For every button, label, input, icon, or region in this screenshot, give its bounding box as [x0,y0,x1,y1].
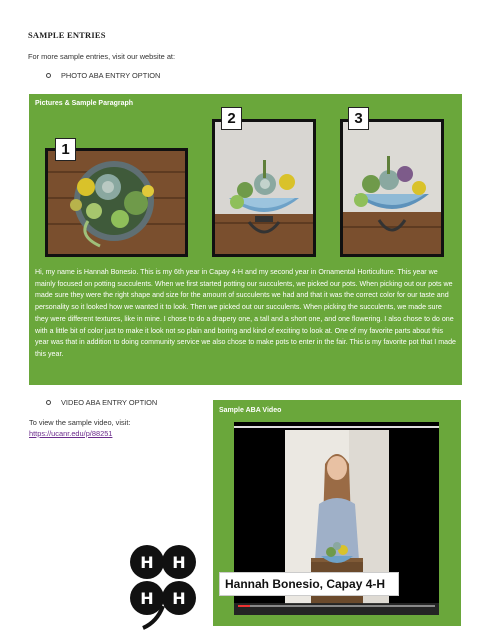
clover-letter: H [140,553,154,572]
succulent-photo-2 [212,119,316,257]
clover-letter: H [172,589,186,608]
video-controls[interactable] [234,603,439,615]
video-progress-bar[interactable] [238,605,435,607]
photo-option-label: PHOTO ABA ENTRY OPTION [61,71,161,80]
video-option-bullet [46,398,157,407]
video-link[interactable]: https://ucanr.edu/p/88251 [29,429,113,438]
circle-bullet-icon [46,73,51,78]
video-progress-fill [238,605,250,607]
photo-panel-title: Pictures & Sample Paragraph [35,100,134,107]
succulent-photo-3 [340,119,444,257]
succulent-photo-1 [45,148,188,257]
video-instructions [29,417,130,439]
sample-paragraph: Hi, my name is Hannah Bonesio. This is my 6th year in Capay 4-H and my second year in Ornamental Horticulture. This year we mainly focused on potting succulents. When we first started potting our succulents, we picked our pots. When picking out our pots we made sure they were the right shape and size for the amount of succulents we had and that it was the correct color for our taste and personality so it looked how we wanted it to look. Then we picked out our succulents. When picking the succulents, we made sure they were different textures, like in mine. I chose to do a drapery one, a tall and a short one, and one flowering. I also chose to do one with a little bit of color just to make it look not so plain and boring and kind of exciting to look at. One of my favorite parts about this year was that in addition to doing community service we also chose to make pots to enter in the fair. This is my favorite pot that I made this year. [35,268,456,358]
clover-letter: H [140,589,154,608]
photo-number-3: 3 [348,107,369,130]
intro-text: For more sample entries, visit our website at: [28,52,176,61]
video-panel-title: Sample ABA Video [219,407,282,414]
photo-sample-panel [29,94,462,385]
video-instructions-text: To view the sample video, visit: [29,418,131,427]
video-top-line [234,426,439,428]
photo-number-2: 2 [221,107,242,130]
circle-bullet-icon [46,400,51,405]
succulent-angle-view-image [343,122,441,254]
clover-letter: H [172,553,186,572]
photo-option-bullet [46,71,160,80]
four-h-clover-logo [117,540,209,630]
photo-number-1: 1 [55,138,76,161]
section-heading: SAMPLE ENTRIES [28,30,106,40]
succulent-top-view-image [48,151,185,254]
succulent-side-view-image [215,122,313,254]
video-option-label: VIDEO ABA ENTRY OPTION [61,398,158,407]
video-caption: Hannah Bonesio, Capay 4-H [219,572,399,596]
